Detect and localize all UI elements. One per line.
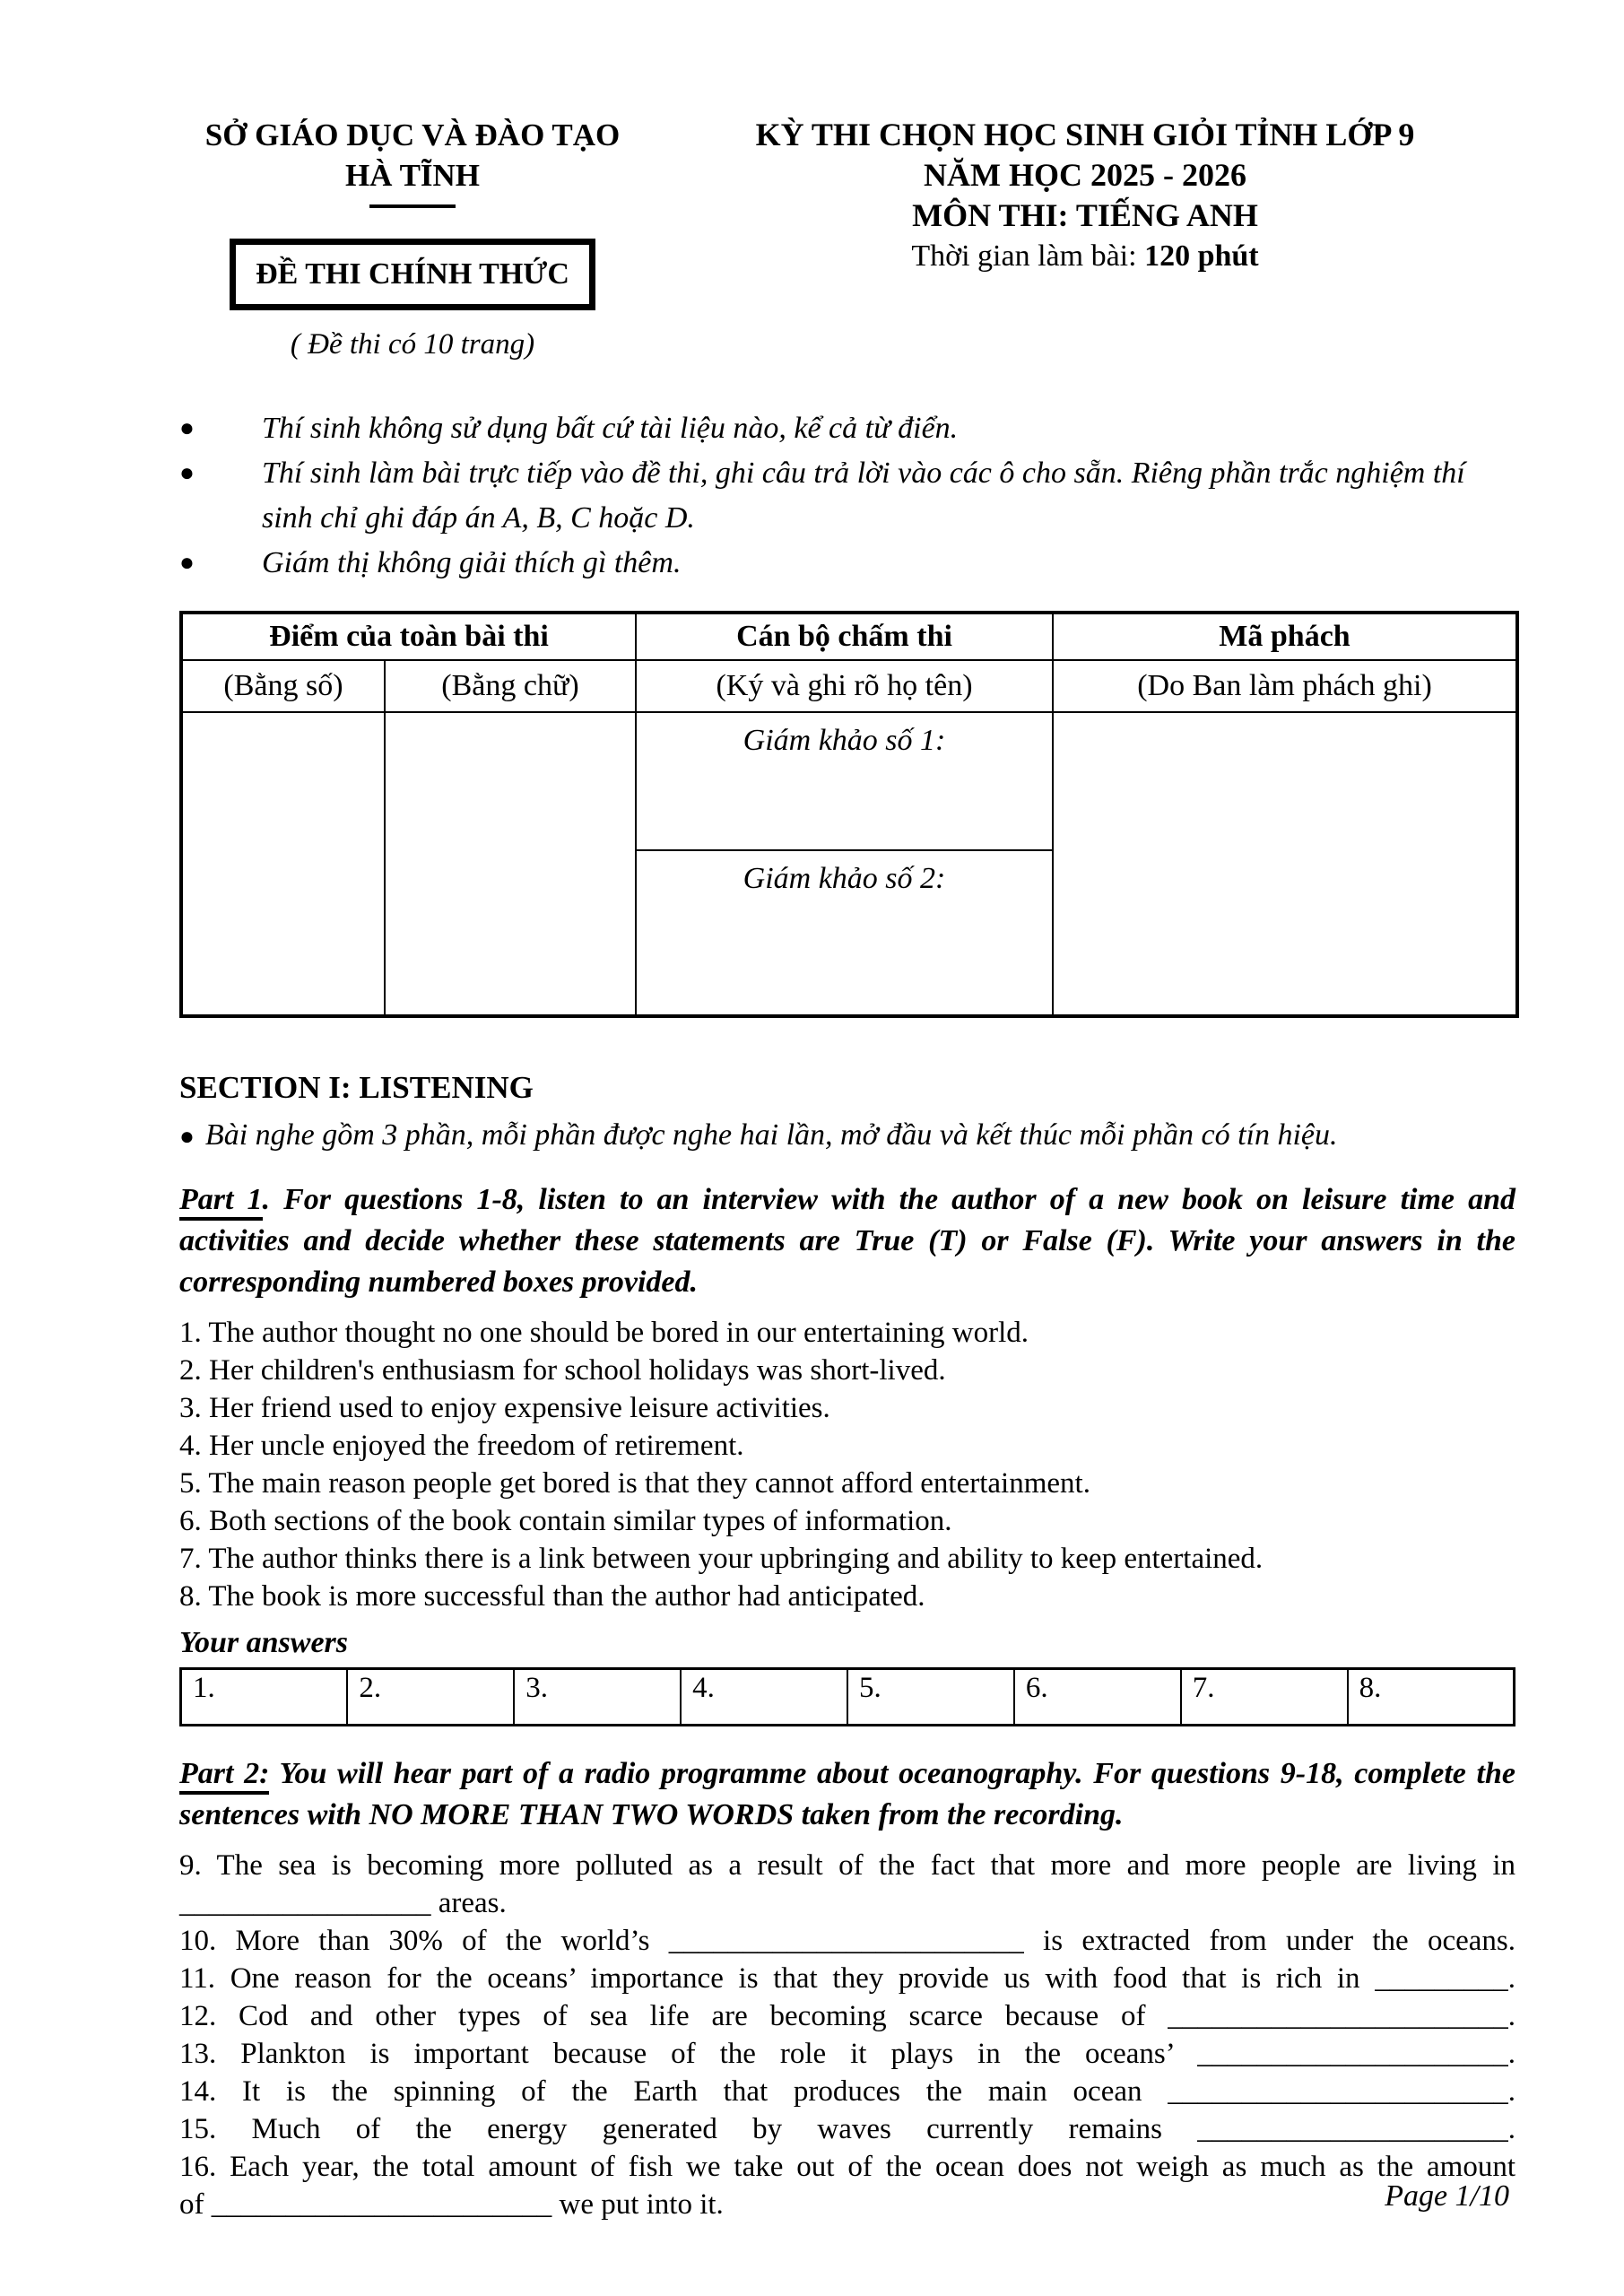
duration-label: Thời gian làm bài: (911, 239, 1145, 273)
instruction-text: Thí sinh không sử dụng bất cứ tài liệu nào, kể cả từ điển. (262, 412, 959, 445)
part1-intro (179, 1179, 1515, 1303)
bullet-icon: ● (179, 414, 195, 442)
part2-intro (179, 1753, 1515, 1836)
exam-duration (655, 236, 1515, 276)
official-exam-label: ĐỀ THI CHÍNH THỨC (256, 257, 569, 291)
authority-name: SỞ GIÁO DỤC VÀ ĐÀO TẠO (204, 117, 621, 152)
grader-header-cell: Cán bộ chấm thi (636, 613, 1053, 660)
candidate-instructions (179, 406, 1515, 586)
score-words-subheader: (Bằng chữ) (385, 660, 636, 712)
question-item: 4. Her uncle enjoyed the freedom of retirement. (179, 1430, 744, 1462)
issuing-authority-block (179, 115, 646, 361)
instruction-text: Thí sinh làm bài trực tiếp vào đề thi, ghi câu trả lời vào các ô cho sẵn. Riêng phần trắc nghiệm thí sinh chỉ ghi đáp án A, B, C hoặc D. (262, 457, 1465, 535)
answer-box: 5. (847, 1669, 1014, 1726)
question-line: 9. The sea is becoming more polluted as a result of the fact that more and more people are living in (179, 1849, 1515, 1882)
score-words-blank-cell (385, 712, 636, 1016)
bullet-icon: ● (179, 459, 195, 487)
question-item: 1. The author thought no one should be bored in our entertaining world. (179, 1317, 1029, 1349)
your-answers-label: Your answers (179, 1626, 349, 1659)
answer-box: 6. (1014, 1669, 1181, 1726)
section-heading: SECTION I: LISTENING (179, 1070, 534, 1105)
question-item: 7. The author thinks there is a link between your upbringing and ability to keep entertained. (179, 1543, 1264, 1575)
question-line: 11. One reason for the oceans’ importance is that they provide us with food that is rich in _________. (179, 1962, 1515, 1995)
instruction-text: Giám thị không giải thích gì thêm. (262, 546, 682, 579)
score-number-subheader: (Bằng số) (181, 660, 385, 712)
question-line: 15. Much of the energy generated by waves currently remains _____________________. (179, 2113, 1515, 2145)
code-subheader: (Do Ban làm phách ghi) (1053, 660, 1517, 712)
examiner-1-cell: Giám khảo số 1: (636, 712, 1053, 850)
question-item: 5. The main reason people get bored is that they cannot afford entertainment. (179, 1467, 1090, 1500)
score-number-blank-cell (181, 712, 385, 1016)
question-line: _________________ areas. (179, 1887, 507, 1919)
grader-subheader: (Ký và ghi rõ họ tên) (636, 660, 1053, 712)
instruction-item (179, 541, 1515, 586)
question-line: 13. Plankton is important because of the role it plays in the oceans’ _____________________. (179, 2038, 1515, 2070)
answer-boxes-table (179, 1667, 1515, 1726)
question-item: 2. Her children's enthusiasm for school holidays was short-lived. (179, 1354, 946, 1387)
question-line: 12. Cod and other types of sea life are becoming scarce because of _______________________. (179, 2000, 1515, 2032)
question-line: 14. It is the spinning of the Earth that produces the main ocean _______________________. (179, 2075, 1515, 2108)
part2-label: Part 2: (179, 1757, 269, 1795)
examiner-2-cell: Giám khảo số 2: (636, 850, 1053, 1016)
answer-box: 3. (514, 1669, 681, 1726)
instruction-item (179, 451, 1515, 541)
question-item: 8. The book is more successful than the author had anticipated. (179, 1580, 925, 1613)
grading-table (179, 611, 1519, 1018)
code-header-cell: Mã phách (1053, 613, 1517, 660)
part1-questions (179, 1314, 1515, 1615)
question-item: 3. Her friend used to enjoy expensive leisure activities. (179, 1392, 830, 1424)
instruction-item (179, 406, 1515, 451)
province-name: HÀ TĨNH (344, 158, 481, 193)
duration-value: 120 phút (1144, 239, 1259, 273)
answer-box: 8. (1348, 1669, 1515, 1726)
school-year: NĂM HỌC 2025 - 2026 (924, 157, 1246, 193)
document-header (179, 115, 1515, 361)
bullet-icon: ● (179, 1123, 195, 1151)
bullet-icon: ● (179, 549, 195, 577)
listening-note-text: Bài nghe gồm 3 phần, mỗi phần được nghe hai lần, mở đầu và kết thúc mỗi phần có tín hiệu. (204, 1118, 1338, 1152)
official-exam-stamp (230, 239, 595, 310)
answer-box: 4. (681, 1669, 847, 1726)
answer-box: 2. (347, 1669, 514, 1726)
listening-note (179, 1115, 1515, 1158)
page-number: Page 1/10 (1385, 2179, 1509, 2213)
part1-label: Part 1 (179, 1183, 263, 1221)
part2-questions (179, 1847, 1515, 2223)
answer-box: 7. (1181, 1669, 1348, 1726)
question-item: 6. Both sections of the book contain similar types of information. (179, 1505, 952, 1537)
part1-intro-text: . For questions 1-8, listen to an interview with the author of a new book on leisure time and activities and decide whether these statements are True (T) or False (F). Write your answers in the corresponding numbered boxes provided. (179, 1183, 1515, 1299)
code-blank-cell (1053, 712, 1517, 1016)
part2-intro-text: You will hear part of a radio programme about oceanography. For questions 9-18, complete the sentences with NO MORE THAN TWO WORDS taken from the recording. (179, 1757, 1515, 1831)
question-line: of _______________________ we put into it. (179, 2188, 724, 2221)
question-line: 16. Each year, the total amount of fish we take out of the ocean does not weigh as much as the amount (179, 2151, 1515, 2183)
exam-title-block (646, 115, 1515, 276)
question-line: 10. More than 30% of the world’s ________________________ is extracted from under the oceans. (179, 1925, 1515, 1957)
page-count-note: ( Đề thi có 10 trang) (290, 328, 535, 361)
score-header-cell: Điểm của toàn bài thi (181, 613, 636, 660)
exam-subject: MÔN THI: TIẾNG ANH (912, 197, 1258, 233)
exam-title: KỲ THI CHỌN HỌC SINH GIỎI TỈNH LỚP 9 (755, 117, 1415, 152)
answer-box: 1. (181, 1669, 348, 1726)
